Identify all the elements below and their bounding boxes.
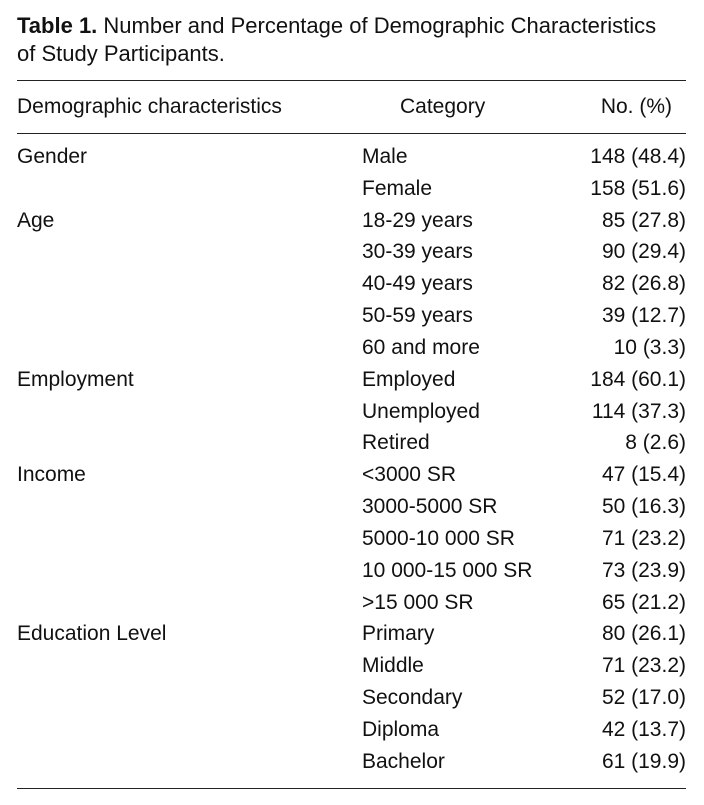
table-body [0, 141, 704, 778]
category-cell: Male [362, 145, 408, 168]
value-cell: 52 (17.0) [601, 686, 686, 710]
table-row [0, 618, 704, 650]
table-row [0, 427, 704, 459]
value-cell: 8 (2.6) [625, 431, 686, 455]
value-cell: 158 (51.6) [590, 176, 686, 200]
value-cell: 39 (12.7) [601, 304, 686, 328]
value-cell: 148 (48.4) [590, 145, 686, 168]
value-cell: 82 (26.8) [601, 272, 686, 296]
table-row [0, 650, 704, 682]
header-category: Category [400, 95, 486, 118]
category-cell: Retired [362, 431, 430, 455]
category-cell: Primary [362, 622, 435, 646]
table-row [0, 682, 704, 714]
category-cell: Unemployed [362, 399, 480, 423]
value-cell: 85 (27.8) [601, 208, 686, 232]
category-cell: 40-49 years [362, 272, 473, 296]
characteristic-cell: Age [17, 208, 55, 232]
table-row [0, 714, 704, 746]
table-row [0, 364, 704, 396]
table-header-row [0, 92, 704, 122]
table-label: Table 1. [17, 13, 98, 38]
category-cell: Employed [362, 367, 456, 391]
value-cell: 42 (13.7) [601, 717, 686, 741]
category-cell: Secondary [362, 686, 463, 710]
value-cell: 65 (21.2) [601, 590, 686, 614]
table-row [0, 332, 704, 364]
header-rule [17, 133, 686, 134]
value-cell: 61 (19.9) [601, 749, 686, 773]
category-cell: Bachelor [362, 749, 445, 773]
table-row [0, 396, 704, 428]
header-characteristic: Demographic characteristics [17, 95, 282, 118]
category-cell: 3000-5000 SR [362, 495, 498, 519]
table-caption [17, 12, 677, 68]
header-number: No. (%) [600, 95, 672, 118]
value-cell: 184 (60.1) [590, 367, 686, 391]
category-cell: Diploma [362, 717, 440, 741]
top-rule [17, 80, 686, 81]
category-cell: Middle [362, 654, 424, 678]
table-row [0, 555, 704, 587]
value-cell: 47 (15.4) [601, 463, 686, 487]
table-row [0, 173, 704, 205]
table-row [0, 523, 704, 555]
table-title: Number and Percentage of Demographic Characteristics of Study Participants. [17, 13, 657, 66]
characteristic-cell: Gender [17, 145, 88, 168]
table-row [0, 300, 704, 332]
table-row [0, 459, 704, 491]
category-cell: 60 and more [362, 335, 480, 359]
table-row [0, 587, 704, 619]
category-cell: 30-39 years [362, 240, 473, 264]
value-cell: 90 (29.4) [601, 240, 686, 264]
table-row [0, 236, 704, 268]
value-cell: 73 (23.9) [601, 558, 686, 582]
category-cell: <3000 SR [362, 463, 456, 487]
characteristic-cell: Income [17, 463, 86, 487]
category-cell: 10 000-15 000 SR [362, 558, 533, 582]
bottom-rule [17, 788, 686, 789]
value-cell: 71 (23.2) [601, 654, 686, 678]
category-cell: 50-59 years [362, 304, 473, 328]
value-cell: 71 (23.2) [601, 526, 686, 550]
table-row [0, 141, 704, 173]
category-cell: 5000-10 000 SR [362, 526, 515, 550]
value-cell: 50 (16.3) [601, 495, 686, 519]
table-row [0, 268, 704, 300]
value-cell: 10 (3.3) [613, 335, 686, 359]
value-cell: 114 (37.3) [591, 399, 686, 423]
characteristic-cell: Education Level [17, 622, 167, 646]
characteristic-cell: Employment [17, 367, 134, 391]
table-row [0, 205, 704, 237]
category-cell: >15 000 SR [362, 590, 474, 614]
table-row [0, 491, 704, 523]
value-cell: 80 (26.1) [601, 622, 686, 646]
category-cell: Female [362, 176, 433, 200]
category-cell: 18-29 years [362, 208, 473, 232]
table-row [0, 746, 704, 778]
